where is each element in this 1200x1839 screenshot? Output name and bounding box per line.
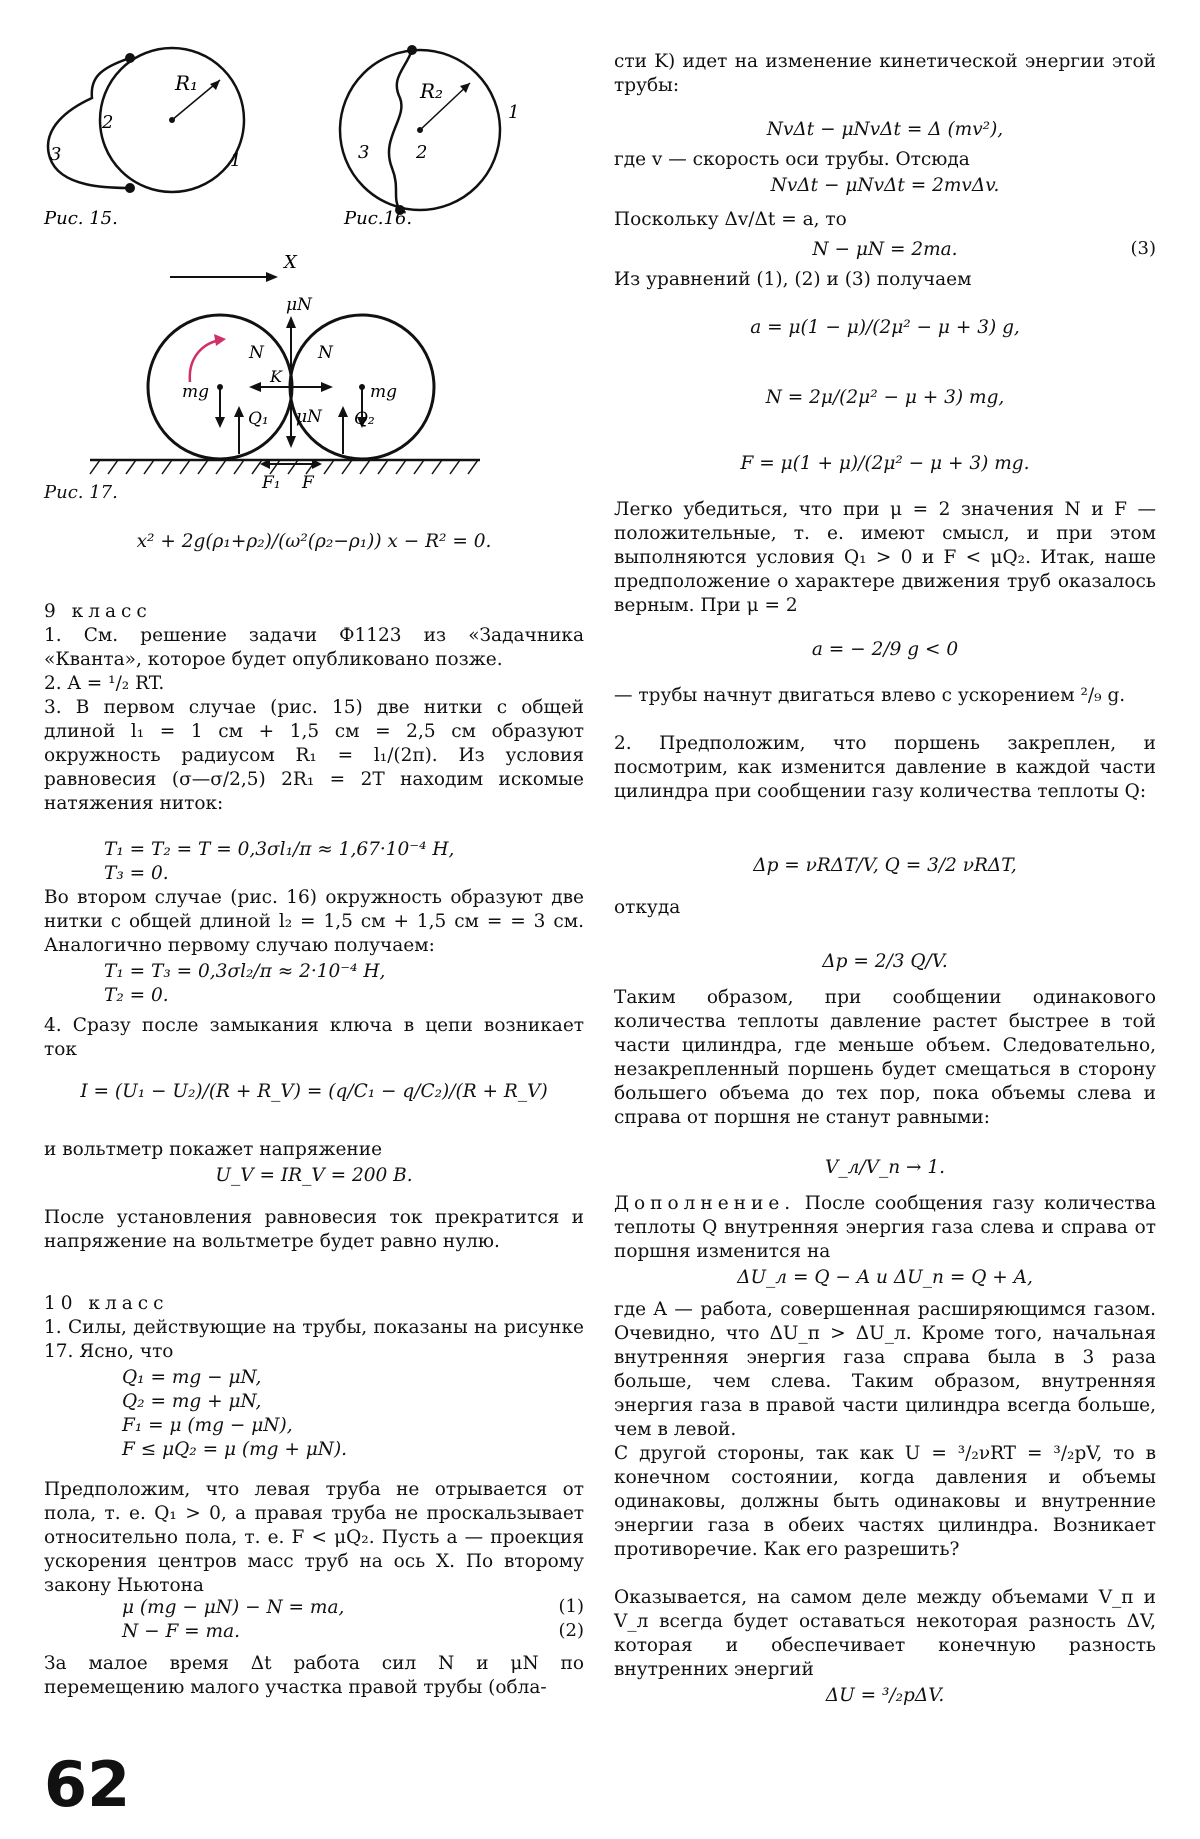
r-para-8: откуда	[614, 897, 681, 918]
eq-4b: U_V = IR_V = 200 В.	[215, 1165, 413, 1186]
grade9-problem-4c: После установления равновесия ток прекратится и напряжение на вольтметре будет равно нулю.	[44, 1207, 584, 1252]
fig15-label-1: 1	[230, 150, 242, 171]
fig16-label-3: 3	[358, 142, 370, 163]
fig17-label-mg-left: mg	[182, 382, 210, 402]
newton-eq-1-tag: (1)	[558, 1596, 584, 1617]
r-eq-5: a = − 2/9 g < 0	[811, 639, 959, 660]
r-para-11: где A — работа, совершенная расширяющимся газом. Очевидно, что ΔU_п > ΔU_л. Кроме того, начальная внутренняя энергия газа справа была в 3 раза больше, чем слева. Таким образом, внутренняя энергия газа в правой части цилиндра всегда больше, чем в левой.	[614, 1299, 1156, 1440]
r-para-10	[614, 1192, 1156, 1264]
grade9-problem-1: 1. См. решение задачи Ф1123 из «Задачника «Кванта», которое будет опубликовано позже.	[44, 625, 584, 670]
r-eq-n: N = 2μ/(2μ² − μ + 3) mg,	[765, 387, 1005, 408]
eq-3d: T₂ = 0.	[104, 985, 169, 1006]
r-eq-9: V_л/V_п → 1.	[824, 1157, 946, 1178]
fig15-caption: Рис. 15.	[44, 208, 118, 229]
grade9-problem-4: 4. Сразу после замыкания ключа в цепи возникает ток	[44, 1015, 584, 1060]
fig17-label-q1: Q₁	[248, 409, 269, 429]
heading-grade-9: 9 класс	[44, 601, 152, 622]
fig17-label-mun-bottom: μN	[296, 407, 322, 427]
equation-x: x² + 2g(ρ₁+ρ₂)/(ω²(ρ₂−ρ₁)) x − R² = 0.	[136, 531, 492, 552]
fig17-label-f: F	[302, 473, 314, 493]
fig17-label-n-right: N	[318, 343, 333, 363]
r-eq-10: ΔU_л = Q − A и ΔU_п = Q + A,	[737, 1267, 1033, 1288]
page-number: 62	[44, 1748, 131, 1821]
r-para-5: Легко убедиться, что при μ = 2 значения N и F — положительные, т. е. имеют смысл, и при этом выполняются условия Q₁ > 0 и F < μQ₂. Итак, наше предположение о характере движения труб оказалось верным. При μ = 2	[614, 499, 1156, 616]
eq-3b: T₃ = 0.	[104, 863, 169, 884]
fig17-caption: Рис. 17.	[44, 482, 118, 503]
figure-16	[320, 28, 540, 238]
r-eq-f: F = μ(1 + μ)/(2μ² − μ + 3) mg.	[740, 453, 1030, 474]
r-para-7: 2. Предположим, что поршень закреплен, и посмотрим, как изменится давление в каждой части цилиндра при сообщении газу количества теплоты Q:	[614, 733, 1156, 802]
eq-3a: T₁ = T₂ = T = 0,3σl₁/π ≈ 1,67·10⁻⁴ Н,	[104, 839, 455, 860]
force-eq-4: F ≤ μQ₂ = μ (mg + μN).	[122, 1439, 348, 1460]
r-para-10-head: Дополнение.	[614, 1193, 796, 1214]
grade9-problem-3b: Во втором случае (рис. 16) окружность образуют две нитки с общей длиной l₂ = 1,5 см + 1,5 см = = 3 см. Аналогично первому случаю получаем:	[44, 887, 584, 956]
eq-3c: T₁ = T₃ = 0,3σl₂/π ≈ 2·10⁻⁴ Н,	[104, 961, 386, 982]
r-eq-7: Δp = νRΔT/V, Q = 3/2 νRΔT,	[753, 855, 1017, 876]
newton-eq-2-tag: (2)	[558, 1620, 584, 1641]
newton-eq-2: N − F = ma.	[122, 1621, 241, 1642]
r-para-10-body: После сообщения газу количества теплоты Q внутренняя энергия газа слева и справа от поршня изменится на	[614, 1193, 1156, 1262]
figure-17	[40, 242, 500, 507]
r-para-4: Из уравнений (1), (2) и (3) получаем	[614, 269, 972, 290]
figure-15	[30, 28, 270, 238]
grade10-problem-1b: Предположим, что левая труба не отрывается от пола, т. е. Q₁ > 0, а правая труба не проскальзывает относительно пола, т. е. F < μQ₂. Пусть a — проекция ускорения центров масс труб на ось X. По второму закону Ньютона	[44, 1479, 584, 1596]
r-para-9: Таким образом, при сообщении одинакового количества теплоты давление растет быстрее в той части цилиндра, где меньше объем. Следовательно, незакрепленный поршень будет смещаться в сторону большего объема до тех пор, пока объемы слева и справа от поршня не станут равными:	[614, 987, 1156, 1128]
fig17-label-x: X	[284, 252, 297, 273]
r-eq-a: a = μ(1 − μ)/(2μ² − μ + 3) g,	[750, 317, 1020, 338]
newton-eq-1: μ (mg − μN) − N = ma,	[122, 1597, 345, 1618]
fig16-label-1: 1	[508, 102, 520, 123]
fig16-caption: Рис.16.	[344, 208, 413, 229]
r-para-2: где v — скорость оси трубы. Отсюда	[614, 149, 970, 170]
force-eq-1: Q₁ = mg − μN,	[122, 1367, 262, 1388]
fig16-label-r2: R₂	[420, 79, 444, 103]
r-eq-1: NvΔt − μNvΔt = Δ (mv²),	[766, 119, 1004, 140]
fig17-label-n-left: N	[249, 343, 264, 363]
r-para-1: сти K) идет на изменение кинетической энергии этой трубы:	[614, 51, 1156, 96]
r-para-12: С другой стороны, так как U = ³/₂νRT = ³/₂pV, то в конечном состоянии, когда давления и объемы одинаковы, должны быть одинаковы и внутренние энергии газа в обеих частях цилиндра. Возникает противоречие. Как его разрешить?	[614, 1443, 1156, 1560]
force-eq-2: Q₂ = mg + μN,	[122, 1391, 262, 1412]
grade10-problem-1c: За малое время Δt работа сил N и μN по перемещению малого участка правой трубы (обла-	[44, 1653, 584, 1698]
r-para-13: Оказывается, на самом деле между объемами V_п и V_л всегда будет оставаться некоторая разность ΔV, которая и обеспечивает конечную разность внутренних энергий	[614, 1587, 1156, 1680]
grade9-problem-2: 2. A = ¹/₂ RT.	[44, 673, 165, 694]
r-eq-3-tag: (3)	[1130, 238, 1156, 259]
eq-4: I = (U₁ − U₂)/(R + R_V) = (q/C₁ − q/C₂)/(R + R_V)	[80, 1081, 548, 1102]
fig15-label-2: 2	[102, 112, 114, 133]
grade9-problem-4b: и вольтметр покажет напряжение	[44, 1139, 383, 1160]
grade9-problem-3: 3. В первом случае (рис. 15) две нитки с общей длиной l₁ = 1 см + 1,5 см = 2,5 см образуют окружность радиусом R₁ = l₁/(2π). Из условия равновесия (σ—σ/2,5) 2R₁ = 2T находим искомые натяжения ниток:	[44, 697, 584, 814]
heading-grade-10: 10 класс	[44, 1293, 169, 1314]
r-eq-13: ΔU = ³/₂pΔV.	[825, 1685, 945, 1706]
force-eq-3: F₁ = μ (mg − μN),	[122, 1415, 293, 1436]
r-eq-2: NvΔt − μNvΔt = 2mvΔv.	[770, 175, 1000, 196]
rotation-arrow	[190, 340, 220, 382]
fig17-label-mg-right: mg	[370, 382, 398, 402]
r-eq-3: N − μN = 2ma.	[812, 239, 958, 260]
thread-2	[389, 50, 412, 210]
grade10-problem-1: 1. Силы, действующие на трубы, показаны на рисунке 17. Ясно, что	[44, 1317, 584, 1362]
r-eq-8: Δp = 2/3 Q/V.	[822, 951, 948, 972]
r-para-6: — трубы начнут двигаться влево с ускорением ²/₉ g.	[614, 685, 1126, 706]
fig17-label-f1: F₁	[262, 473, 281, 493]
fig17-label-mun-top: μN	[286, 295, 312, 315]
fig15-label-3: 3	[50, 144, 62, 165]
fig16-label-2: 2	[416, 142, 428, 163]
fig15-label-r1: R₁	[175, 71, 199, 95]
fig17-label-q2: Q₂	[354, 409, 375, 429]
r-para-3: Поскольку Δv/Δt = a, то	[614, 209, 847, 230]
fig17-label-k: K	[270, 367, 282, 386]
